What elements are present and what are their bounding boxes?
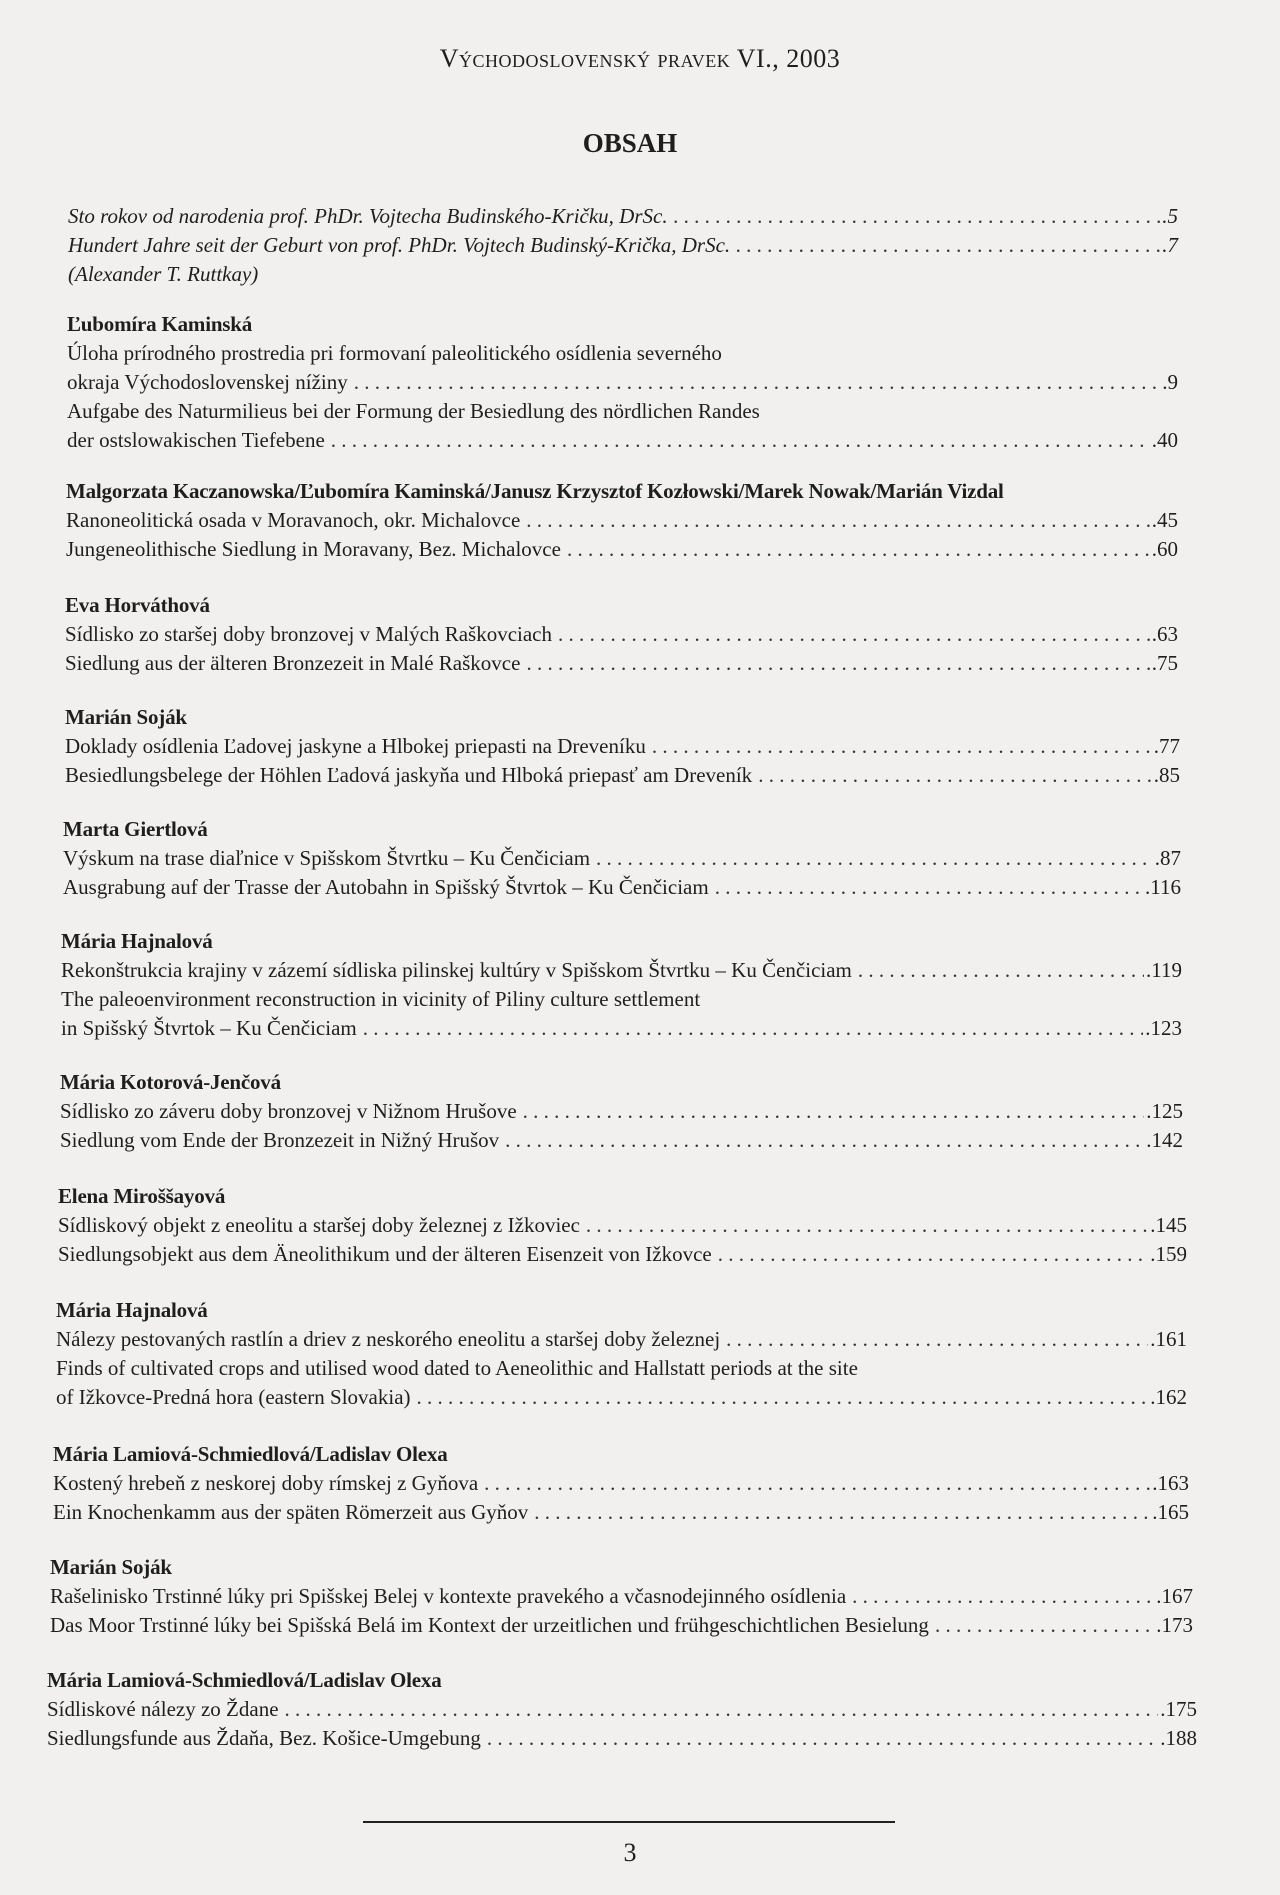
entry-author: Eva Horváthová — [65, 593, 210, 617]
page-number: .85 — [1153, 763, 1180, 787]
page-number: .75 — [1151, 651, 1178, 675]
journal-name: Východoslovenský pravek — [439, 44, 731, 73]
toc-line[interactable] — [68, 202, 1178, 231]
entry-title: Rašelinisko Trstinné lúky pri Spišskej Belej v kontexte pravekého a včasnodejinného osídlenia — [50, 1584, 847, 1608]
leader-dots — [558, 620, 1150, 649]
toc-line[interactable] — [53, 1498, 1189, 1527]
entry-title: The paleoenvironment reconstruction in vicinity of Piliny culture settlement — [61, 987, 701, 1011]
leader-dots — [596, 844, 1153, 873]
page-number: .173 — [1156, 1613, 1193, 1637]
toc-entry — [58, 1182, 1187, 1269]
toc-line[interactable] — [50, 1611, 1193, 1640]
leader-dots — [758, 761, 1152, 790]
leader-dots — [505, 1126, 1144, 1155]
leader-dots — [526, 506, 1149, 535]
toc-line[interactable] — [56, 1383, 1187, 1412]
entry-title: Siedlungsobjekt aus dem Äneolithikum und der älteren Eisenzeit von Ižkovce — [58, 1242, 712, 1266]
entry-title: Úloha prírodného prostredia pri formovaní paleolitického osídlenia severného — [67, 341, 722, 365]
leader-dots — [484, 1469, 1150, 1498]
entry-author: Mária Lamiová-Schmiedlová/Ladislav Olexa — [47, 1668, 442, 1692]
page-number: .40 — [1151, 428, 1178, 452]
entry-title: Siedlung vom Ende der Bronzezeit in Nižný Hrušov — [60, 1128, 500, 1152]
entry-title: Výskum na trase diaľnice v Spišskom Štvrtku – Ku Čenčiciam — [63, 846, 591, 870]
entry-author: Mária Hajnalová — [61, 929, 213, 953]
toc-line — [61, 985, 1182, 1014]
page-number: .87 — [1154, 846, 1181, 870]
page-number: .77 — [1153, 734, 1180, 758]
leader-dots — [715, 873, 1143, 902]
entry-title: Sídlisko zo staršej doby bronzovej v Malých Raškovciach — [65, 622, 552, 646]
entry-title: Ranoneolitická osada v Moravanoch, okr. Michalovce — [66, 508, 521, 532]
entry-title: Rekonštrukcia krajiny v zázemí sídliska pilinskej kultúry v Spišskom Štvrtku – Ku Čenčiciam — [61, 958, 852, 982]
toc-line[interactable] — [65, 732, 1180, 761]
entry-title: Siedlungsfunde aus Ždaňa, Bez. Košice-Umgebung — [47, 1726, 481, 1750]
entry-title: Jungeneolithische Siedlung in Moravany, Bez. Michalovce — [66, 537, 561, 561]
page-number: .142 — [1146, 1128, 1183, 1152]
page-number: .60 — [1151, 537, 1178, 561]
toc-entry — [67, 310, 1178, 455]
toc-line — [68, 260, 1178, 289]
toc-line[interactable] — [65, 620, 1178, 649]
leader-dots — [526, 649, 1149, 678]
toc-entry — [56, 1296, 1187, 1412]
page-title: OBSAH — [582, 128, 678, 158]
toc-line[interactable] — [58, 1211, 1187, 1240]
entry-author: Malgorzata Kaczanowska/Ľubomíra Kaminská/Janusz Krzysztof Kozłowski/Marek Nowak/Marián Vizdal — [66, 479, 1004, 503]
toc-entry — [50, 1553, 1193, 1640]
entry-title: Sídliskové nálezy zo Ždane — [47, 1697, 279, 1721]
leader-dots — [586, 1211, 1148, 1240]
leader-dots — [652, 732, 1152, 761]
entry-title: okraja Východoslovenskej nížiny — [67, 370, 348, 394]
leader-dots — [487, 1724, 1158, 1753]
entry-title: Siedlung aus der älteren Bronzezeit in Malé Raškovce — [65, 651, 521, 675]
page-number: .163 — [1152, 1471, 1189, 1495]
toc-line[interactable] — [47, 1724, 1197, 1753]
entry-title: Ein Knochenkamm aus der späten Römerzeit aus Gyňov — [53, 1500, 529, 1524]
entry-title: der ostslowakischen Tiefebene — [67, 428, 325, 452]
toc-line[interactable] — [61, 956, 1182, 985]
toc-entry — [53, 1440, 1189, 1527]
toc-line[interactable] — [68, 231, 1178, 260]
leader-dots — [331, 426, 1150, 455]
toc-line[interactable] — [67, 426, 1178, 455]
entry-author: Ľubomíra Kaminská — [67, 312, 253, 336]
volume-year: VI., 2003 — [736, 44, 841, 73]
toc-line[interactable] — [65, 761, 1180, 790]
toc-entry — [61, 927, 1182, 1043]
entry-title: Ausgrabung auf der Trasse der Autobahn in Spišský Štvrtok – Ku Čenčiciam — [63, 875, 709, 899]
page-number: .116 — [1145, 875, 1181, 899]
leader-dots — [363, 1014, 1144, 1043]
leader-dots — [567, 535, 1150, 564]
page-number: .5 — [1162, 204, 1178, 228]
entry-title: Aufgabe des Naturmilieus bei der Formung der Besiedlung des nördlichen Randes — [67, 399, 760, 423]
toc-entry — [47, 1666, 1197, 1753]
toc-line[interactable] — [50, 1582, 1193, 1611]
entry-author: Marta Giertlová — [63, 817, 208, 841]
toc-line[interactable] — [66, 535, 1178, 564]
footer-rule — [363, 1821, 895, 1823]
entry-title: in Spišský Štvrtok – Ku Čenčiciam — [61, 1016, 357, 1040]
page-number: .145 — [1150, 1213, 1187, 1237]
page-number: .188 — [1160, 1726, 1197, 1750]
toc-entry — [65, 591, 1178, 678]
leader-dots — [726, 1325, 1148, 1354]
page-number: .123 — [1145, 1016, 1182, 1040]
toc-line[interactable] — [58, 1240, 1187, 1269]
entry-author: Mária Kotorová-Jenčová — [60, 1070, 281, 1094]
entry-author: Mária Hajnalová — [56, 1298, 208, 1322]
page-number: .159 — [1150, 1242, 1187, 1266]
entry-author: Marián Soják — [65, 705, 187, 729]
entry-title: Nálezy pestovaných rastlín a driev z neskorého eneolitu a staršej doby železnej — [56, 1327, 721, 1351]
page-number: .9 — [1162, 370, 1178, 394]
entry-title: Doklady osídlenia Ľadovej jaskyne a Hlbokej priepasti na Dreveníku — [65, 734, 646, 758]
entry-author: Marián Soják — [50, 1555, 172, 1579]
toc-line[interactable] — [60, 1126, 1183, 1155]
page-number: .162 — [1150, 1385, 1187, 1409]
leader-dots — [417, 1383, 1149, 1412]
page-number: .7 — [1162, 233, 1178, 257]
toc-line[interactable] — [53, 1469, 1189, 1498]
entry-title: Besiedlungsbelege der Höhlen Ľadová jaskyňa und Hlboká priepasť am Dreveník — [65, 763, 753, 787]
toc-line[interactable] — [47, 1695, 1197, 1724]
page-number: .125 — [1146, 1099, 1183, 1123]
toc-line — [67, 339, 1178, 368]
leader-dots — [736, 231, 1160, 260]
leader-dots — [718, 1240, 1149, 1269]
leader-dots — [285, 1695, 1159, 1724]
leader-dots — [858, 956, 1144, 985]
leader-dots — [935, 1611, 1154, 1640]
toc-line[interactable] — [63, 844, 1181, 873]
page-number: .63 — [1151, 622, 1178, 646]
leader-dots — [852, 1582, 1154, 1611]
toc-line[interactable] — [56, 1325, 1187, 1354]
toc-entry — [65, 703, 1180, 790]
entry-author: Elena Miroššayová — [58, 1184, 226, 1208]
entry-title: Kostený hrebeň z neskorej doby rímskej z Gyňova — [53, 1471, 479, 1495]
toc-line[interactable] — [60, 1097, 1183, 1126]
page-number: .167 — [1156, 1584, 1193, 1608]
leader-dots — [674, 202, 1161, 231]
leader-dots — [534, 1498, 1150, 1527]
toc-line — [67, 397, 1178, 426]
toc-entry — [63, 815, 1181, 902]
toc-entry — [60, 1068, 1183, 1155]
toc-line[interactable] — [66, 506, 1178, 535]
page-number: .175 — [1160, 1697, 1197, 1721]
leader-dots — [523, 1097, 1145, 1126]
running-head — [0, 44, 1280, 74]
entry-author: Mária Lamiová-Schmiedlová/Ladislav Olexa — [53, 1442, 448, 1466]
leader-dots — [354, 368, 1161, 397]
entry-title: Das Moor Trstinné lúky bei Spišská Belá im Kontext der urzeitlichen und frühgeschichtlichen Besielung — [50, 1613, 929, 1637]
toc-entry — [68, 202, 1178, 289]
entry-title: Sídliskový objekt z eneolitu a staršej doby železnej z Ižkoviec — [58, 1213, 580, 1237]
toc-entry — [66, 477, 1178, 564]
page-number: .161 — [1150, 1327, 1187, 1351]
toc-line[interactable] — [67, 368, 1178, 397]
entry-title: of Ižkovce-Predná hora (eastern Slovakia) — [56, 1385, 411, 1409]
toc-line[interactable] — [61, 1014, 1182, 1043]
page-number: .45 — [1151, 508, 1178, 532]
toc-line[interactable] — [63, 873, 1181, 902]
page-number: .165 — [1152, 1500, 1189, 1524]
toc-line — [56, 1354, 1187, 1383]
page-number: .119 — [1146, 958, 1182, 982]
toc-line[interactable] — [65, 649, 1178, 678]
entry-title: Hundert Jahre seit der Geburt von prof. PhDr. Vojtech Budinský-Krička, DrSc. — [68, 233, 731, 257]
entry-title: Sto rokov od narodenia prof. PhDr. Vojtecha Budinského-Kričku, DrSc. — [68, 204, 668, 228]
entry-author-note: (Alexander T. Ruttkay) — [68, 262, 259, 286]
entry-title: Finds of cultivated crops and utilised wood dated to Aeneolithic and Hallstatt periods at the site — [56, 1356, 858, 1380]
entry-title: Sídlisko zo záveru doby bronzovej v Nižnom Hrušove — [60, 1099, 517, 1123]
page-number-footer: 3 — [623, 1838, 637, 1867]
